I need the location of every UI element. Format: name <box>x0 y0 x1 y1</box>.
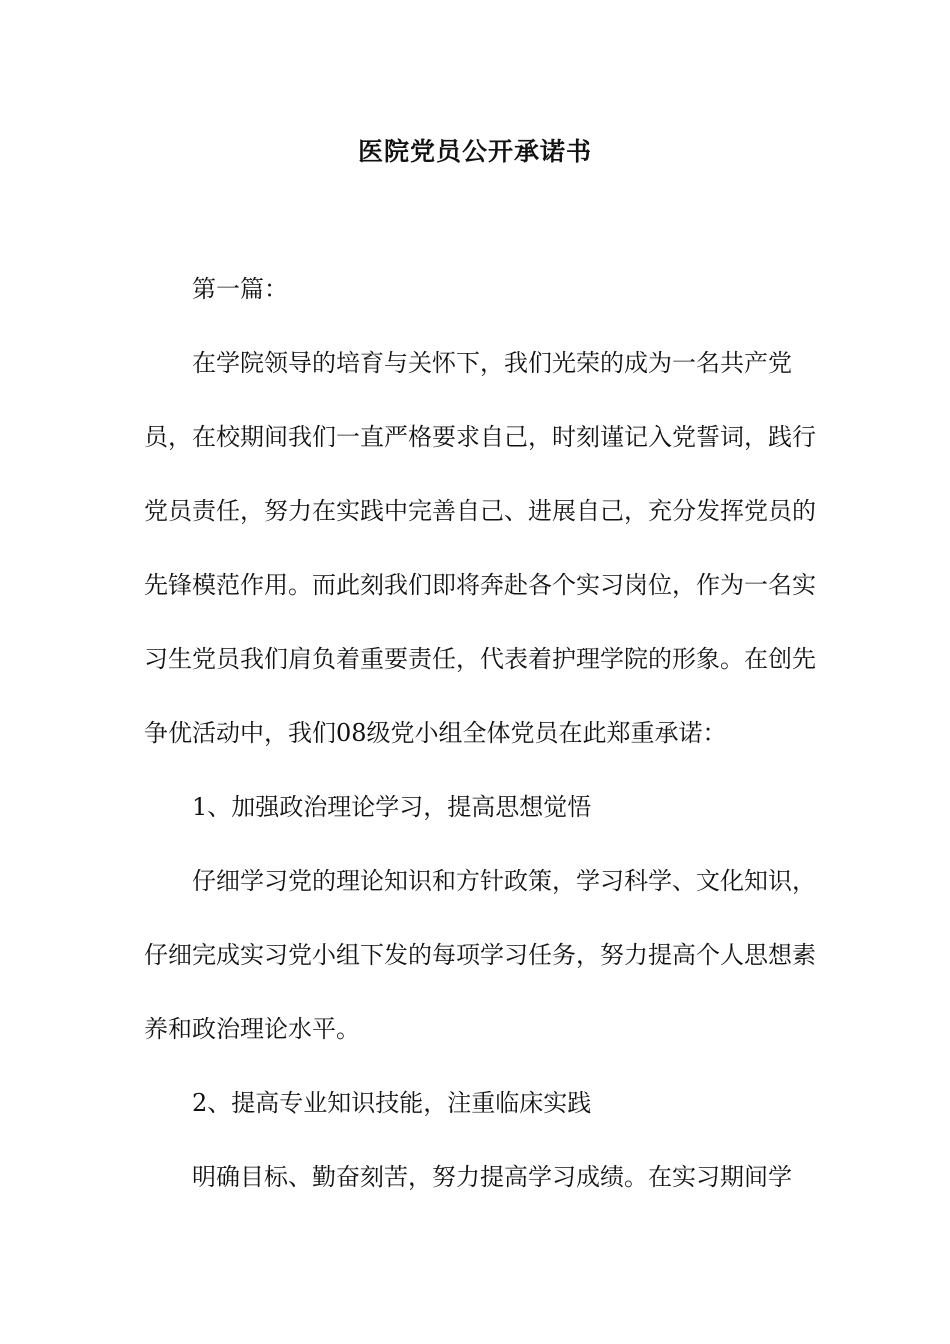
paragraph: 仔细学习党的理论知识和方针政策，学习科学、文化知识，仔细完成实习党小组下发的每项学习任务，努力提高个人思想素养和政治理论水平。 <box>144 867 816 1043</box>
paragraph: 明确目标、勤奋刻苦，努力提高学习成绩。在实习期间学 <box>192 1163 792 1191</box>
list-heading: 1、加强政治理论学习，提高思想觉悟 <box>192 793 592 821</box>
section-heading: 第一篇： <box>192 275 288 303</box>
document-body <box>144 252 824 1214</box>
paragraph: 在学院领导的培育与关怀下，我们光荣的成为一名共产党员，在校期间我们一直严格要求自己，时刻谨记入党誓词，践行党员责任，努力在实践中完善自己、进展自己，充分发挥党员的先锋模范作用。而此刻我们即将奔赴各个实习岗位，作为一名实习生党员我们肩负着重要责任，代表着护理学院的形象。在创先争优活动中，我们08级党小组全体党员在此郑重承诺： <box>144 349 816 747</box>
list-heading: 2、提高专业知识技能，注重临床实践 <box>192 1089 592 1117</box>
document-title: 医院党员公开承诺书 <box>357 137 592 166</box>
